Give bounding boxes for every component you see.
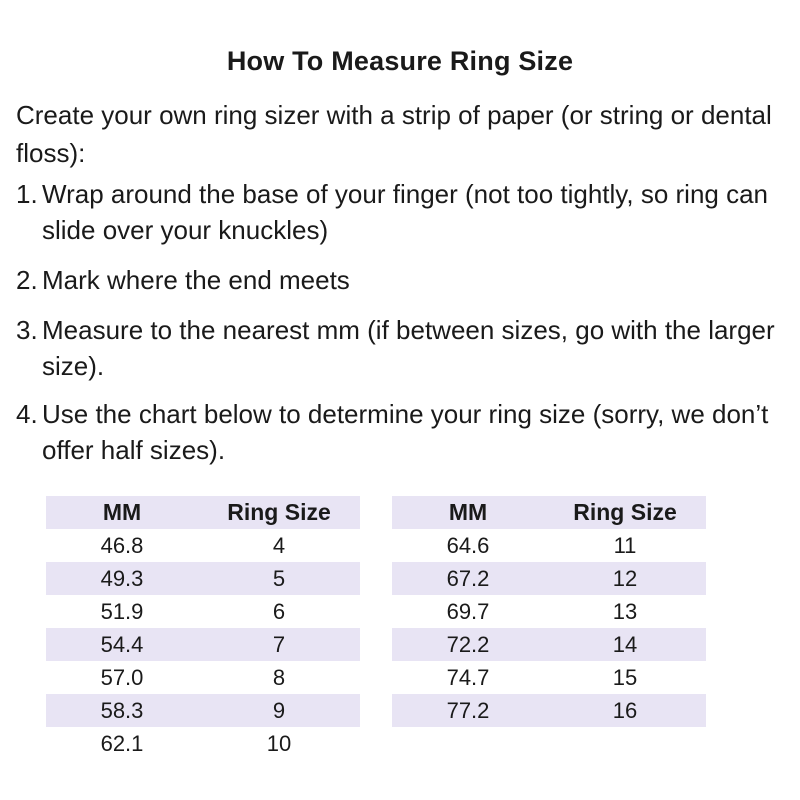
cell-ring-size: 5	[272, 565, 286, 591]
page-title: How To Measure Ring Size	[226, 46, 574, 76]
table-header-row	[392, 496, 706, 529]
cell-mm: 67.2	[446, 565, 490, 591]
table-header-row	[46, 496, 360, 529]
header-ring-size: Ring Size	[573, 499, 677, 525]
cell-mm: 77.2	[446, 697, 490, 723]
cell-ring-size: 12	[612, 565, 638, 591]
table-row	[46, 562, 360, 595]
table-row	[392, 562, 706, 595]
cell-ring-size: 11	[613, 532, 637, 558]
table-row	[392, 595, 706, 628]
step-1	[16, 176, 786, 248]
cell-ring-size: 16	[612, 697, 638, 723]
table-row	[46, 661, 360, 694]
ring-size-chart-right	[392, 496, 706, 727]
header-mm: MM	[448, 499, 488, 525]
cell-ring-size: 4	[272, 532, 286, 558]
table-row	[46, 529, 360, 562]
cell-mm: 51.9	[100, 598, 144, 624]
intro-text: Create your own ring sizer with a strip of paper (or string or dental floss):	[16, 100, 772, 168]
step-3	[16, 312, 786, 384]
cell-ring-size: 6	[272, 598, 286, 624]
cell-mm: 54.4	[100, 631, 144, 657]
table-row	[46, 628, 360, 661]
cell-ring-size: 9	[272, 697, 286, 723]
step-number: 2.	[16, 265, 38, 295]
step-number: 1.	[16, 179, 38, 209]
table-row	[392, 628, 706, 661]
cell-ring-size: 14	[612, 631, 638, 657]
step-number: 3.	[16, 315, 38, 345]
cell-mm: 62.1	[100, 730, 144, 756]
step-4	[16, 396, 786, 468]
header-ring-size: Ring Size	[227, 499, 331, 525]
step-text: Mark where the end meets	[42, 265, 350, 295]
header-mm: MM	[102, 499, 142, 525]
table-row	[46, 694, 360, 727]
cell-mm: 49.3	[100, 565, 144, 591]
ring-size-chart-left	[46, 496, 360, 760]
table-row	[392, 694, 706, 727]
cell-mm: 64.6	[446, 532, 490, 558]
cell-mm: 46.8	[100, 532, 144, 558]
table-row	[46, 727, 360, 760]
table-row	[46, 595, 360, 628]
step-number: 4.	[16, 399, 38, 429]
table-row	[392, 661, 706, 694]
cell-ring-size: 10	[266, 730, 292, 756]
cell-mm: 69.7	[446, 598, 490, 624]
cell-mm: 72.2	[446, 631, 490, 657]
table-row	[392, 529, 706, 562]
cell-ring-size: 15	[612, 664, 638, 690]
step-2	[16, 262, 786, 298]
cell-mm: 58.3	[100, 697, 144, 723]
cell-ring-size: 7	[272, 631, 286, 657]
cell-mm: 74.7	[446, 664, 490, 690]
cell-ring-size: 8	[272, 664, 286, 690]
cell-ring-size: 13	[612, 598, 638, 624]
cell-mm: 57.0	[100, 664, 144, 690]
step-text: Wrap around the base of your finger (not too tightly, so ring can slide over your knuckles)	[42, 179, 769, 245]
step-text: Measure to the nearest mm (if between sizes, go with the larger size).	[42, 315, 775, 381]
step-text: Use the chart below to determine your ring size (sorry, we don’t offer half sizes).	[42, 399, 769, 465]
